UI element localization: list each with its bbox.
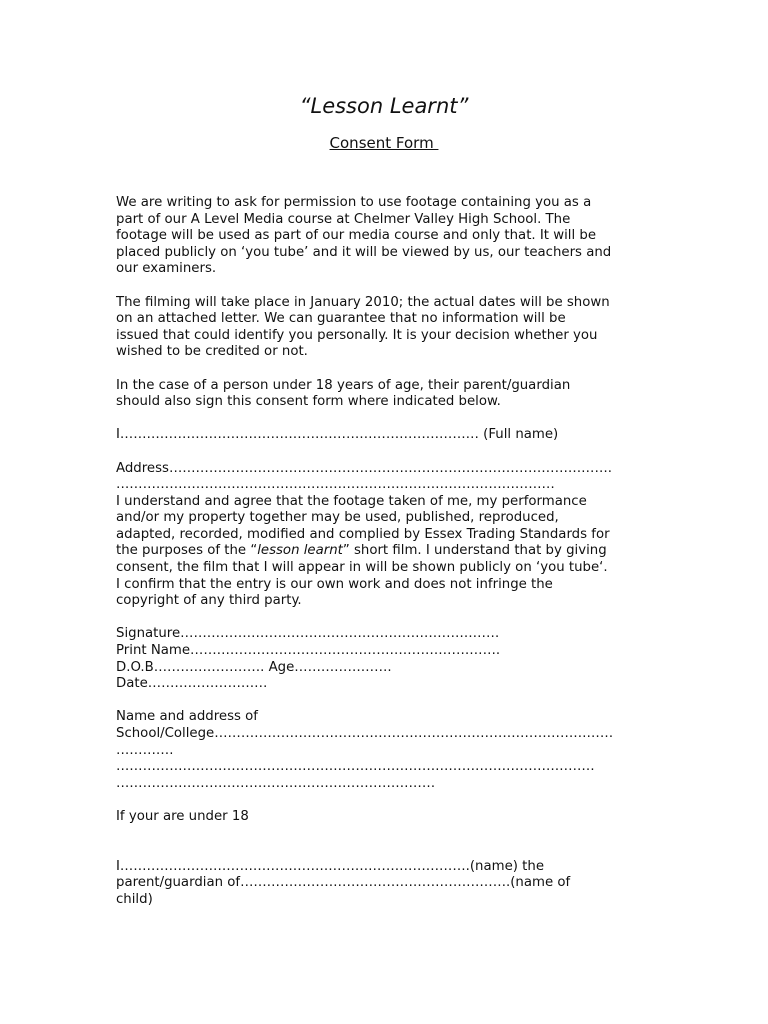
text-fragment: the purposes of the “ [116,543,258,559]
text-line: copyright of any third party. [116,593,302,609]
parent-name-line: I…………………………………………………………………….(name) the [116,858,544,874]
text-line: on an attached letter. We can guarantee that no information will be [116,311,566,327]
school-line: School/College……………………………………………………………………………… [116,726,614,741]
text-line: should also sign this consent form where indicated below. [116,394,501,410]
address-field [116,461,656,494]
text-line: In the case of a person under 18 years of age, their parent/guardian [116,377,571,393]
text-line [116,543,656,560]
full-name-field [116,427,656,444]
agreement-paragraph [116,494,656,610]
school-label: Name and address of [116,709,258,725]
text-line: I understand and agree that the footage taken of me, my performance [116,493,587,509]
parent-guardian-fields [116,859,656,909]
text-line: part of our A Level Media course at Chelmer Valley High School. The [116,211,571,227]
date-line: Date……………………… [116,676,268,692]
school-fields [116,709,656,792]
guardian-paragraph [116,378,656,411]
text-line: wished to be credited or not. [116,344,308,360]
print-name-line: Print Name……………………………………………………………. [116,643,501,659]
form-body [116,195,656,908]
school-line: ……………………………………………………………… [116,775,436,791]
under-18-section [116,809,656,826]
filming-paragraph [116,295,656,361]
film-title-italic: lesson learnt [257,543,343,559]
text-line: We are writing to ask for permission to use footage containing you as a [116,195,592,210]
school-line: …………. [116,742,174,758]
address-line: Address………………………………………………………………………………………. [116,460,612,476]
text-line: placed publicly on ‘you tube’ and it will be viewed by us, our teachers and [116,244,612,260]
text-line: adapted, recorded, modified and complied by Essex Trading Standards for [116,526,610,542]
text-line: issued that could identify you personally. It is your decision whether you [116,327,598,343]
text-fragment: ” short film. I understand that by giving [342,543,607,559]
parent-of-line: parent/guardian of…………………………………………………….(name of [116,875,571,891]
page-title: “Lesson Learnt” [299,94,469,118]
text-line: I confirm that the entry is our own work and does not infringe the [116,576,553,592]
form-subtitle-text: Consent Form [329,134,439,152]
school-line: ……………………………………………………………………………………………… [116,759,595,775]
text-line: consent, the film that I will appear in will be shown publicly on ‘you tube‘. [116,560,608,576]
dob-age-line: D.O.B……………………. Age…………………. [116,659,392,675]
spacer [116,826,656,859]
intro-paragraph [116,195,656,278]
signature-fields [116,626,656,692]
text-line: footage will be used as part of our media course and only that. It will be [116,228,597,244]
address-line-continued: ……………………………………………………………………………………… [116,477,555,493]
text-line: and/or my property together may be used, published, reproduced, [116,510,559,526]
under-18-label: If your are under 18 [116,808,249,824]
text-line: our examiners. [116,261,217,277]
form-subtitle [0,133,768,153]
text-line: The filming will take place in January 2010; the actual dates will be shown [116,294,610,310]
full-name-line: I……………………………………………………………………… (Full name) [116,427,559,443]
signature-line: Signature……………………………………………………………… [116,626,500,642]
child-label: child) [116,891,153,907]
